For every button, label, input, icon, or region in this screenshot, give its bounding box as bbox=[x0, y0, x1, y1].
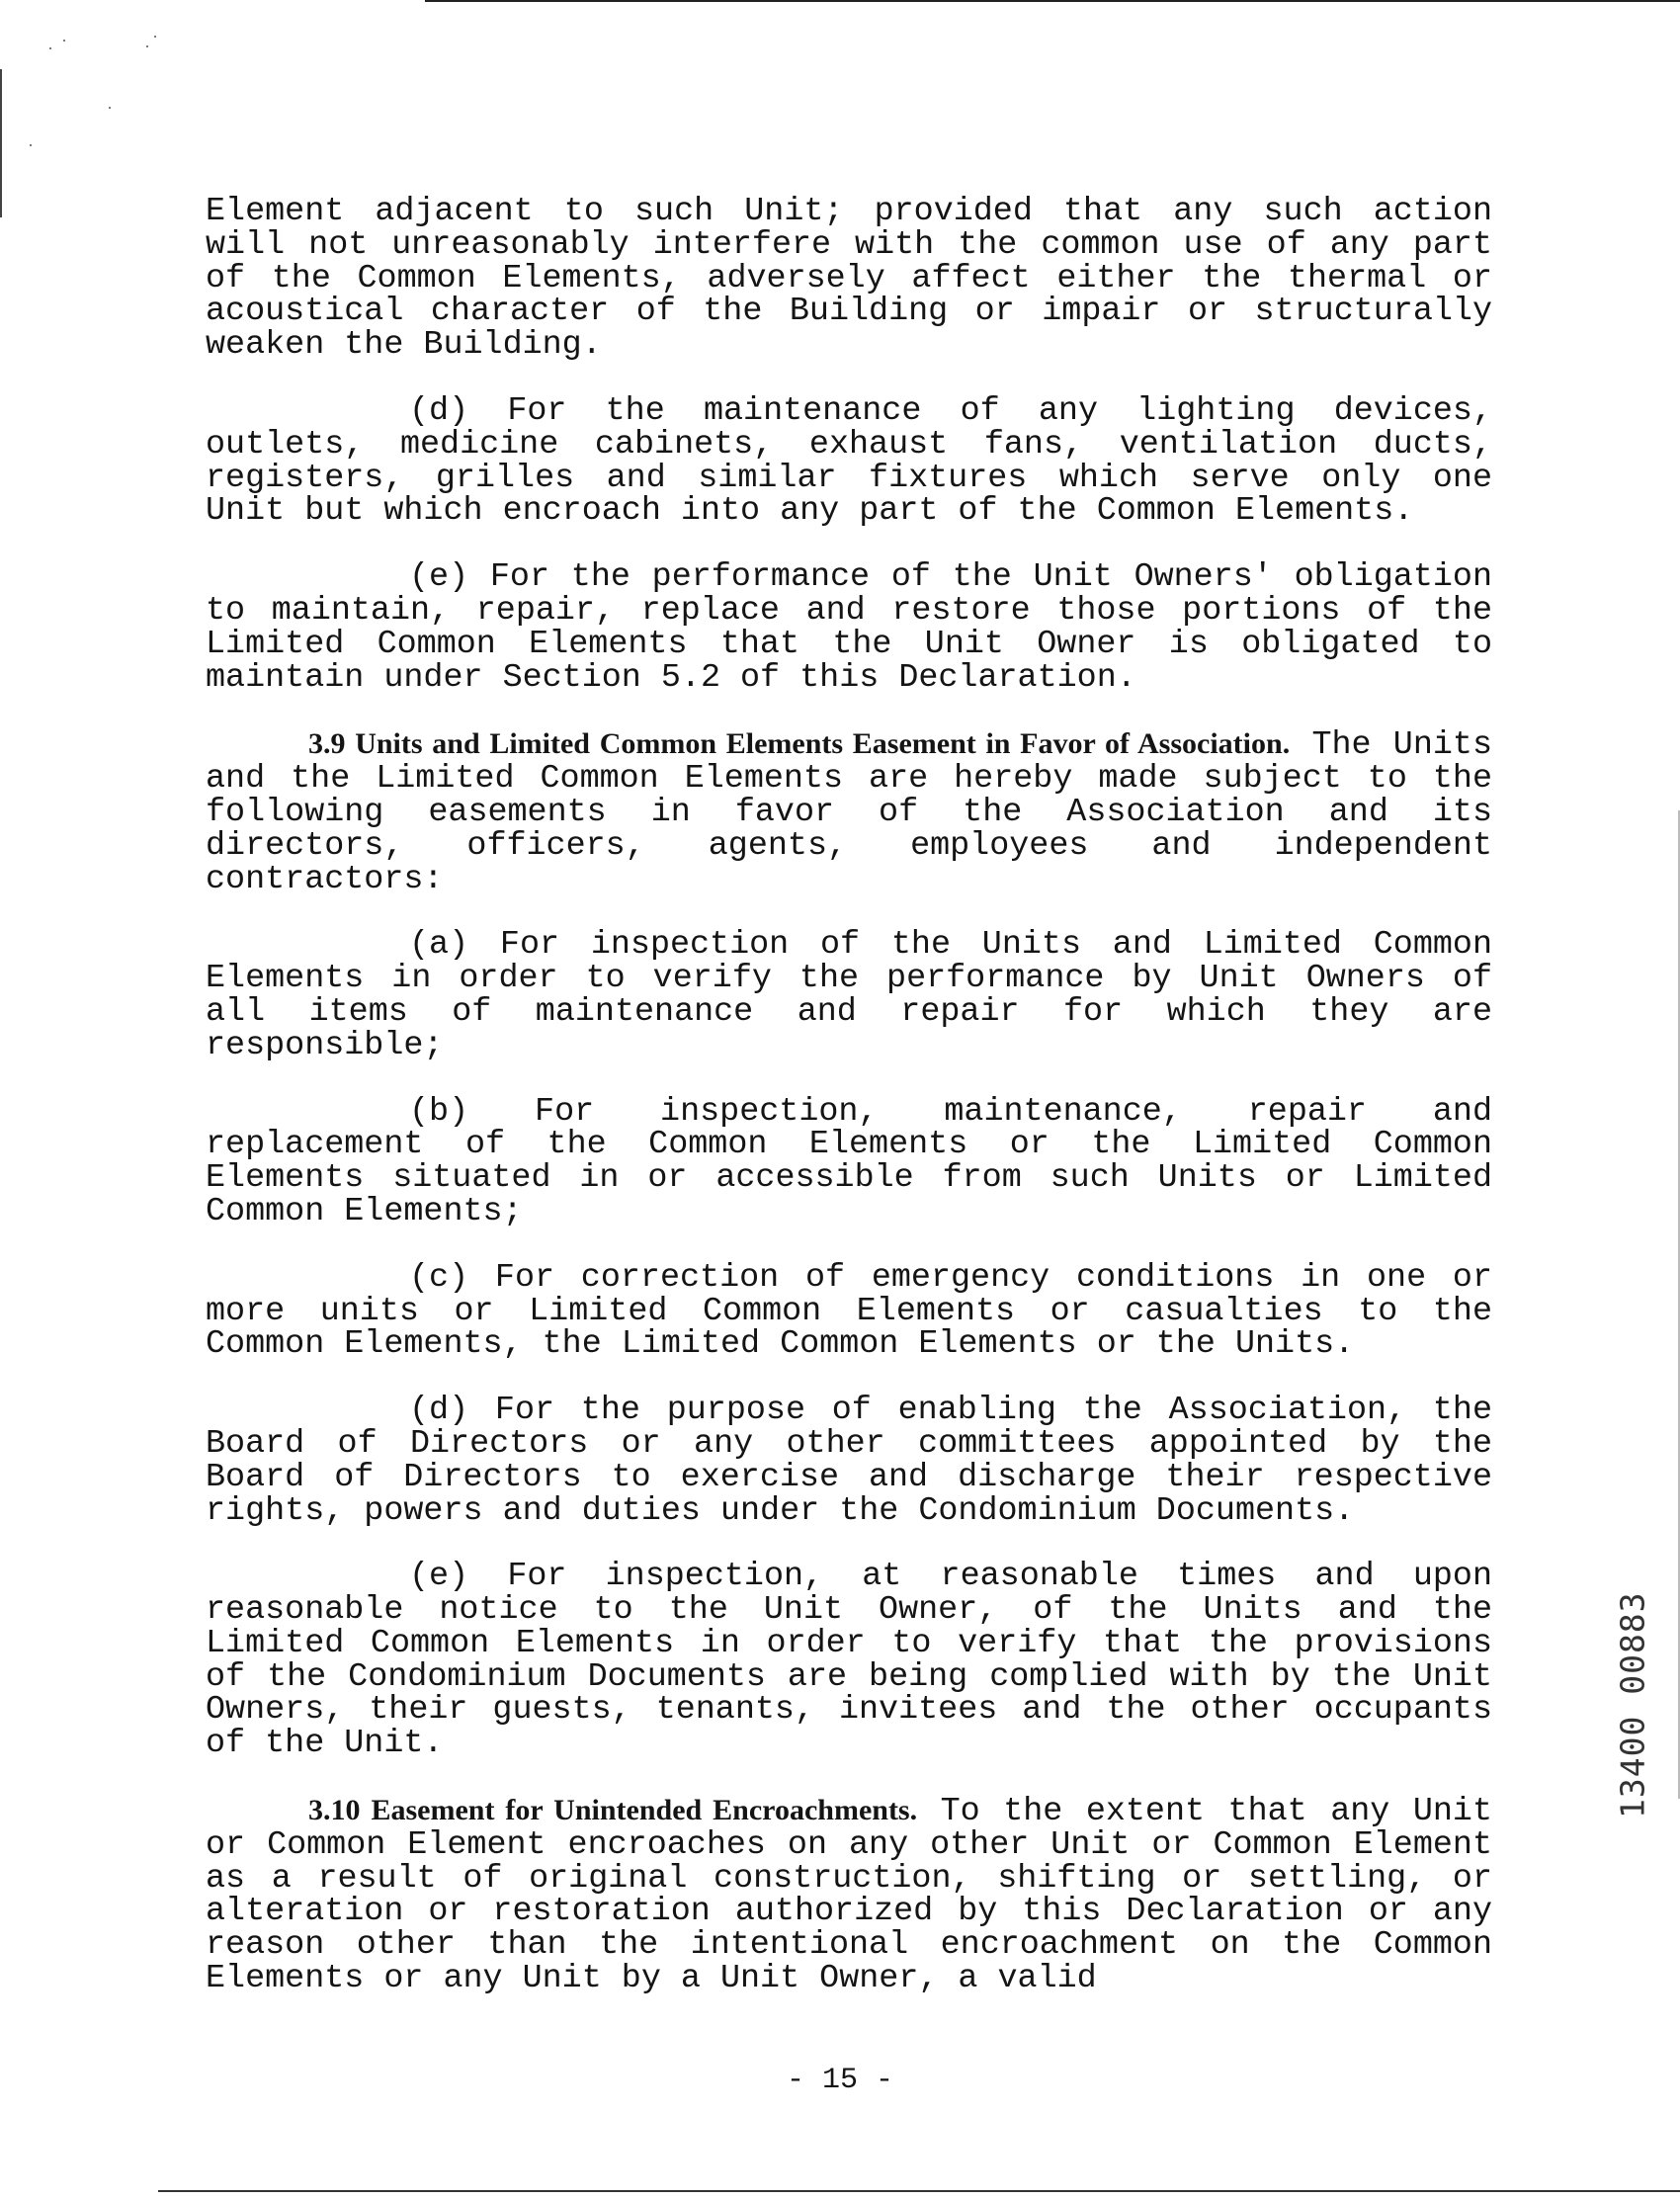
side-stamp: 13400 00883 bbox=[1613, 1591, 1652, 1819]
scan-border-top bbox=[425, 0, 1680, 2]
scan-speck bbox=[49, 47, 51, 49]
body-text bbox=[206, 193, 1492, 2029]
section-3-9-text: The Units and the Limited Common Elements are hereby made subject to the following easements in favor of the Association and its directors, officers, agents, employees and independent contractors: bbox=[206, 726, 1492, 898]
page-number: - 15 - bbox=[786, 2064, 894, 2097]
scan-speck bbox=[146, 45, 148, 47]
section-3-9 bbox=[206, 727, 1492, 896]
paragraph-item-e-obligation: (e) For the performance of the Unit Owners' obligation to maintain, repair, replace and restore those portions of the Limited Common Elements that the Unit Owner is obligated to maintain under Section 5.2 of this Declaration. bbox=[206, 558, 1492, 697]
paragraph-continuation: Element adjacent to such Unit; provided that any such action will not unreasonably interfere with the common use of any part of the Common Elements, adversely affect either the thermal or acoustical character of the Building or impair or structurally weaken the Building. bbox=[206, 193, 1492, 365]
section-3-9-heading: 3.9 Units and Limited Common Elements Easement in Favor of Association. bbox=[308, 727, 1291, 761]
scan-speck bbox=[154, 36, 156, 38]
scan-border-bottom bbox=[158, 2190, 1680, 2192]
paragraph-item-d-purpose: (d) For the purpose of enabling the Association, the Board of Directors or any other committees appointed by the Board of Directors to exercise and discharge their respective rights, powers and duties under the Condominium Documents. bbox=[206, 1392, 1492, 1530]
paragraph-item-a-inspection: (a) For inspection of the Units and Limited Common Elements in order to verify the performance by Unit Owners of all items of maintenance and repair for which they are responsible; bbox=[206, 926, 1492, 1064]
section-3-10-heading: 3.10 Easement for Unintended Encroachments. bbox=[308, 1794, 918, 1827]
section-3-10-text: To the extent that any Unit or Common Element encroaches on any other Unit or Common Element as a result of original construction, shifting or settling, or alteration or restoration authorized by this Declaration or any reason other than the intentional encroachment on the Common Elements or any Unit by a Unit Owner, a valid bbox=[206, 1793, 1492, 1998]
scan-speck bbox=[63, 40, 65, 42]
scan-border-left bbox=[0, 69, 2, 217]
section-3-10 bbox=[206, 1794, 1492, 1996]
paragraph-item-c-emergency: (c) For correction of emergency conditions in one or more units or Limited Common Elements or casualties to the Common Elements, the Limited Common Elements or the Units. bbox=[206, 1258, 1492, 1364]
paragraph-item-b-maintenance: (b) For inspection, maintenance, repair and replacement of the Common Elements or the Limited Common Elements situated in or accessible from such Units or Limited Common Elements; bbox=[206, 1092, 1492, 1230]
scan-speck bbox=[109, 107, 111, 109]
scan-speck bbox=[30, 144, 32, 146]
paragraph-item-d-fixtures: (d) For the maintenance of any lighting devices, outlets, medicine cabinets, exhaust fans, ventilation ducts, registers, grilles and similar fixtures which serve only one Unit but which encroach into any part of the Common Elements. bbox=[206, 391, 1492, 531]
paragraph-item-e-compliance: (e) For inspection, at reasonable times and upon reasonable notice to the Unit Owner, of the Units and the Limited Common Elements in order to verify that the provisions of the Condominium Documents are being complied with by the Unit Owners, their guests, tenants, invitees and the other occupants of the Unit. bbox=[206, 1558, 1492, 1763]
